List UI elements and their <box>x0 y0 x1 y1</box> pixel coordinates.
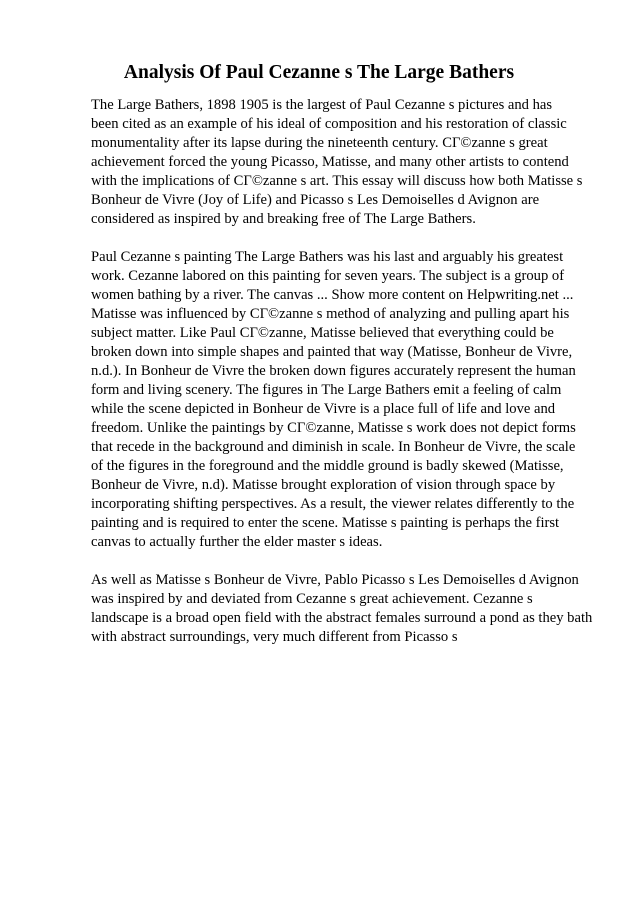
text-line: Bonheur de Vivre, n.d). Matisse brought exploration of vision through space by <box>91 477 556 493</box>
text-line: with abstract surroundings, very much different from Picasso s <box>91 629 458 645</box>
text-line: painting and is required to enter the scene. Matisse s painting is perhaps the first <box>91 515 560 531</box>
text-line: n.d.). In Bonheur de Vivre the broken down figures accurately represent the human <box>91 363 576 379</box>
text-line: form and living scenery. The figures in The Large Bathers emit a feeling of calm <box>91 382 562 398</box>
text-line: Bonheur de Vivre (Joy of Life) and Picasso s Les Demoiselles d Avignon are <box>91 192 540 208</box>
text-line: was inspired by and deviated from Cezanne s great achievement. Cezanne s <box>91 591 533 607</box>
text-line: monumentality after its lapse during the nineteenth century. CГ©zanne s great <box>91 135 548 151</box>
text-line: achievement forced the young Picasso, Matisse, and many other artists to contend <box>91 154 569 170</box>
document-title: Analysis Of Paul Cezanne s The Large Bathers <box>123 62 515 83</box>
text-line: As well as Matisse s Bonheur de Vivre, Pablo Picasso s Les Demoiselles d Avignon <box>91 572 579 588</box>
text-line: freedom. Unlike the paintings by CГ©zanne, Matisse s work does not depict forms <box>91 420 576 436</box>
text-line: considered as inspired by and breaking free of The Large Bathers. <box>91 211 476 227</box>
text-line: been cited as an example of his ideal of composition and his restoration of classic <box>91 116 567 132</box>
paragraph-2 <box>91 248 601 552</box>
text-line: work. Cezanne labored on this painting for seven years. The subject is a group of <box>91 268 565 284</box>
text-line: Matisse was influenced by CГ©zanne s method of analyzing and pulling apart his <box>91 306 570 322</box>
document-body <box>91 96 601 666</box>
text-line: canvas to actually further the elder master s ideas. <box>91 534 383 550</box>
text-line: broken down into simple shapes and painted that way (Matisse, Bonheur de Vivre, <box>91 344 573 360</box>
paragraph-1 <box>91 96 601 229</box>
text-line: incorporating shifting perspectives. As a result, the viewer relates differently to the <box>91 496 575 512</box>
text-line: women bathing by a river. The canvas ... Show more content on Helpwriting.net ... <box>91 287 574 303</box>
text-line: while the scene depicted in Bonheur de Vivre is a place full of life and love and <box>91 401 556 417</box>
paragraph-3 <box>91 571 601 647</box>
text-line: with the implications of CГ©zanne s art. This essay will discuss how both Matisse s <box>91 173 583 189</box>
text-line: landscape is a broad open field with the abstract females surround a pond as they bath <box>91 610 593 626</box>
text-line: subject matter. Like Paul CГ©zanne, Matisse believed that everything could be <box>91 325 554 341</box>
text-line: that recede in the background and diminish in scale. In Bonheur de Vivre, the scale <box>91 439 576 455</box>
text-line: Paul Cezanne s painting The Large Bathers was his last and arguably his greatest <box>91 249 564 265</box>
text-line: of the figures in the foreground and the middle ground is badly skewed (Matisse, <box>91 458 564 474</box>
text-line: The Large Bathers, 1898 1905 is the largest of Paul Cezanne s pictures and has <box>91 97 553 113</box>
